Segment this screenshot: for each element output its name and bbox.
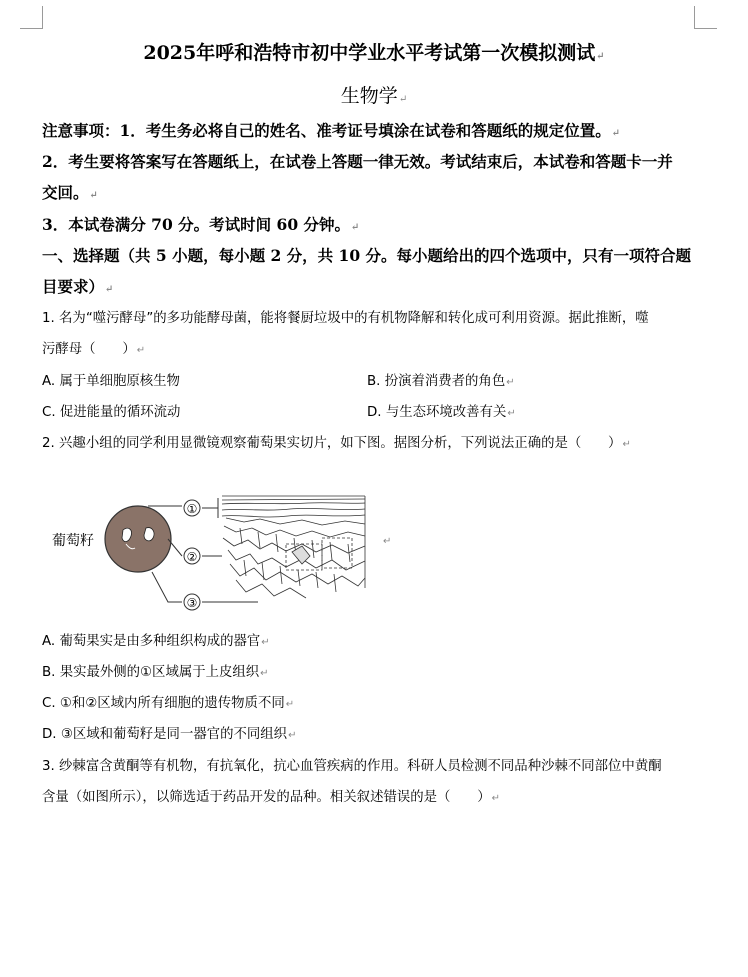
note-1: 注意事项：1．考生务必将自己的姓名、准考证号填涂在试卷和答题纸的规定位置。↵ [42,121,621,140]
marker-1: ① [186,502,198,516]
note-2: 2．考生要将答案写在答题纸上，在试卷上答题一律无效。考试结束后，本试卷和答题卡一并 [42,152,673,171]
tissue-drawing [222,496,365,598]
q3-stem: 3. 纱棘富含黄酮等有机物，有抗氧化，抗心血管疾病的作用。科研人员检测不同品种沙棘不同部位中黄酮 [42,759,662,774]
callout-markers [184,500,200,610]
section-heading-cont: 目要求）↵ [42,277,114,296]
q1-option-a: A. 属于单细胞原核生物 [42,374,180,389]
q1-option-d: D. 与生态环境改善有关↵ [367,405,516,420]
note-3: 3．本试卷满分 70 分。考试时间 60 分钟。↵ [42,215,360,234]
svg-text:↵: ↵ [383,536,392,547]
grape-cross-section [105,506,171,572]
q3-stem-cont: 含量（如图所示），以筛选适于药品开发的品种。相关叙述错误的是（ ）↵ [42,790,500,805]
q2-option-a: A. 葡萄果实是由多种组织构成的器官↵ [42,634,270,649]
exam-title: 2025年呼和浩特市初中学业水平考试第一次模拟测试↵ [143,42,605,64]
marker-2: ② [186,550,198,564]
subject-title: 生物学↵ [340,85,408,107]
section-heading: 一、选择题（共 5 小题，每小题 2 分，共 10 分。每小题给出的四个选项中，只有一项符合题 [42,246,692,265]
page-corner-top-right [694,6,717,29]
q2-option-b: B. 果实最外侧的①区域属于上皮组织↵ [42,665,269,680]
q1-stem: 1. 名为“噬污酵母”的多功能酵母菌，能将餐厨垃圾中的有机物降解和转化成可利用资源。据此推断，噬 [42,311,649,326]
q1-option-c: C. 促进能量的循环流动 [42,405,181,420]
q2-option-d: D. ③区域和葡萄籽是同一器官的不同组织↵ [42,727,297,742]
q1-stem-cont: 污酵母（ ）↵ [42,342,146,357]
grape-section-figure [40,488,400,613]
q2-stem: 2. 兴趣小组的同学利用显微镜观察葡萄果实切片，如下图。据图分析，下列说法正确的是（ ）↵ [42,436,631,451]
q2-option-c: C. ①和②区域内所有细胞的遗传物质不同↵ [42,696,295,711]
marker-3: ③ [186,596,198,610]
note-2-cont: 交回。↵ [42,183,98,202]
seed-label: 葡萄籽 [52,533,94,549]
page-corner-top-left [20,6,43,29]
q1-option-b: B. 扮演着消费者的角色↵ [367,374,515,389]
